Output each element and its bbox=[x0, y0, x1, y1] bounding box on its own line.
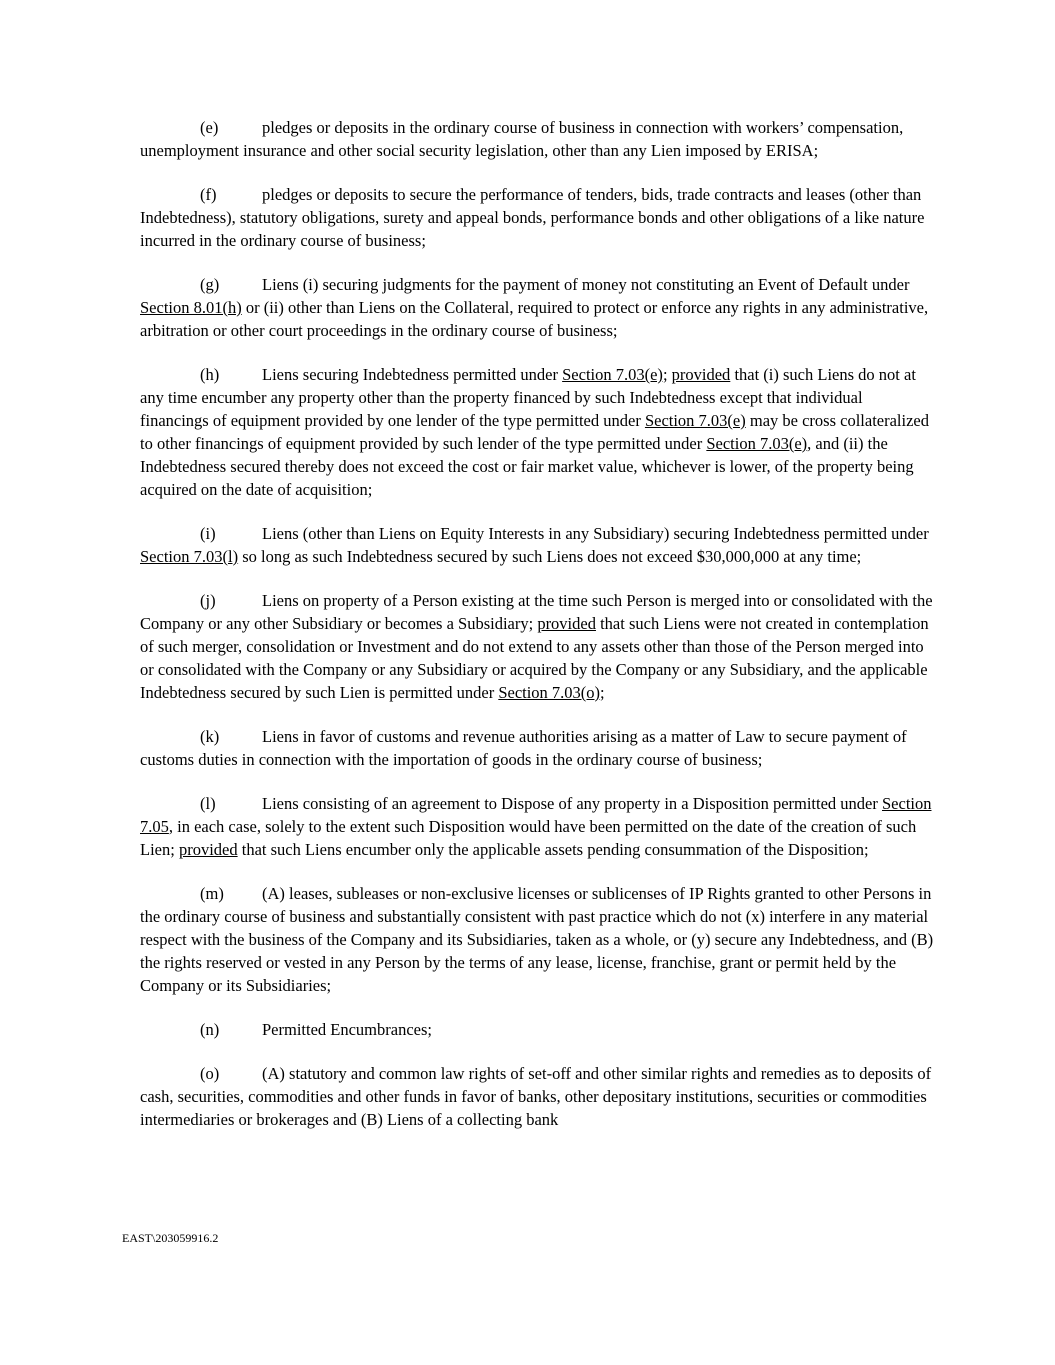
paragraph bbox=[140, 116, 935, 162]
text-run: ; bbox=[600, 683, 605, 702]
text-run: that such Liens encumber only the applicable assets pending consummation of the Disposition; bbox=[237, 840, 869, 859]
paragraph-label: (i) bbox=[200, 524, 216, 543]
text-run: Liens (other than Liens on Equity Interests in any Subsidiary) securing Indebtedness permitted under bbox=[262, 524, 929, 543]
paragraph bbox=[140, 273, 935, 342]
paragraph bbox=[140, 725, 935, 771]
text-run: or (ii) other than Liens on the Collateral, required to protect or enforce any rights in any administrative, arbitration or other court proceedings in the ordinary course of business; bbox=[140, 298, 929, 340]
text-run: so long as such Indebtedness secured by such Liens does not exceed $30,000,000 at any time; bbox=[238, 547, 862, 566]
paragraph bbox=[140, 522, 935, 568]
text-run: Liens in favor of customs and revenue authorities arising as a matter of Law to secure payment of customs duties in connection with the importation of goods in the ordinary course of business; bbox=[140, 727, 907, 769]
text-run: pledges or deposits in the ordinary course of business in connection with workers’ compensation, unemployment insurance and other social security legislation, other than any Lien imposed by ERISA; bbox=[140, 118, 904, 160]
paragraph bbox=[140, 589, 935, 704]
paragraph-label: (f) bbox=[200, 185, 217, 204]
paragraph bbox=[140, 1062, 935, 1131]
text-run: (A) statutory and common law rights of set-off and other similar rights and remedies as to deposits of cash, securities, commodities and other funds in favor of banks, other depositary institutions, securities or commodities intermediaries or brokerages and (B) Liens of a collecting bank bbox=[140, 1064, 932, 1129]
paragraph-label: (o) bbox=[200, 1064, 220, 1083]
paragraph-label: (k) bbox=[200, 727, 220, 746]
section-reference: Section 7.03(e) bbox=[706, 434, 808, 453]
text-run: ; bbox=[662, 365, 672, 384]
text-run: (A) leases, subleases or non-exclusive licenses or sublicenses of IP Rights granted to other Persons in the ordinary course of business and substantially consistent with past practice which do not (x) interfere in any material respect with the business of the Company and its Subsidiaries, taken as a whole, or (y) secure any Indebtedness, and (B) the rights reserved or vested in any Person by the terms of any lease, license, franchise, grant or permit held by the Company or its Subsidiaries; bbox=[140, 884, 934, 995]
text-run: Liens consisting of an agreement to Dispose of any property in a Disposition permitted under bbox=[262, 794, 882, 813]
text-run: that such Liens were not created in contemplation of such merger, consolidation or Investment and do not extend to any assets other than those of the Person merged into or consolidated with the Company or any Subsidiary or acquired by the Company or any Subsidiary, and the applicable Indebtedness secured by such Lien is permitted under bbox=[140, 614, 929, 702]
section-reference: provided bbox=[178, 840, 238, 859]
text-run: Liens (i) securing judgments for the payment of money not constituting an Event of Default under bbox=[262, 275, 910, 294]
paragraph-label: (e) bbox=[200, 118, 219, 137]
section-reference: Section 7.03(o) bbox=[498, 683, 601, 702]
section-reference: Section 7.03(e) bbox=[644, 411, 746, 430]
document-body bbox=[140, 116, 935, 1131]
text-run: Liens on property of a Person existing at the time such Person is merged into or consolidated with the Company or any other Subsidiary or becomes a Subsidiary; bbox=[140, 591, 933, 633]
text-run: Permitted Encumbrances; bbox=[262, 1020, 432, 1039]
paragraph bbox=[140, 363, 935, 501]
paragraph-label: (h) bbox=[200, 365, 220, 384]
paragraph bbox=[140, 792, 935, 861]
text-run: Liens securing Indebtedness permitted under bbox=[262, 365, 563, 384]
text-run: , and (ii) the Indebtedness secured thereby does not exceed the cost or fair market value, whichever is lower, of the property being acquired on the date of acquisition; bbox=[140, 434, 914, 499]
section-reference: provided bbox=[671, 365, 731, 384]
paragraph-label: (m) bbox=[200, 884, 224, 903]
paragraph bbox=[140, 1018, 935, 1041]
paragraph-label: (j) bbox=[200, 591, 216, 610]
section-reference: Section 7.05 bbox=[140, 794, 932, 836]
document-footer: EAST\203059916.2 bbox=[122, 1231, 219, 1245]
section-reference: Section 8.01(h) bbox=[140, 298, 242, 317]
section-reference: Section 7.03(l) bbox=[140, 547, 239, 566]
text-run: may be cross collateralized to other financings of equipment provided by such lender of the type permitted under bbox=[140, 411, 929, 453]
paragraph bbox=[140, 882, 935, 997]
paragraph-label: (g) bbox=[200, 275, 220, 294]
text-run: pledges or deposits to secure the performance of tenders, bids, trade contracts and leases (other than Indebtedness), statutory obligations, surety and appeal bonds, performance bonds and other obligations of a like nature incurred in the ordinary course of business; bbox=[140, 185, 925, 250]
paragraph-label: (n) bbox=[200, 1020, 220, 1039]
text-run: that (i) such Liens do not at any time encumber any property other than the property financed by such Indebtedness except that individual financings of equipment provided by one lender of the type permitted under bbox=[140, 365, 916, 430]
paragraph-label: (l) bbox=[200, 794, 216, 813]
section-reference: Section 7.03(e) bbox=[562, 365, 663, 384]
paragraph bbox=[140, 183, 935, 252]
text-run: , in each case, solely to the extent such Disposition would have been permitted on the date of the creation of such Lien; bbox=[140, 817, 917, 859]
section-reference: provided bbox=[537, 614, 596, 633]
